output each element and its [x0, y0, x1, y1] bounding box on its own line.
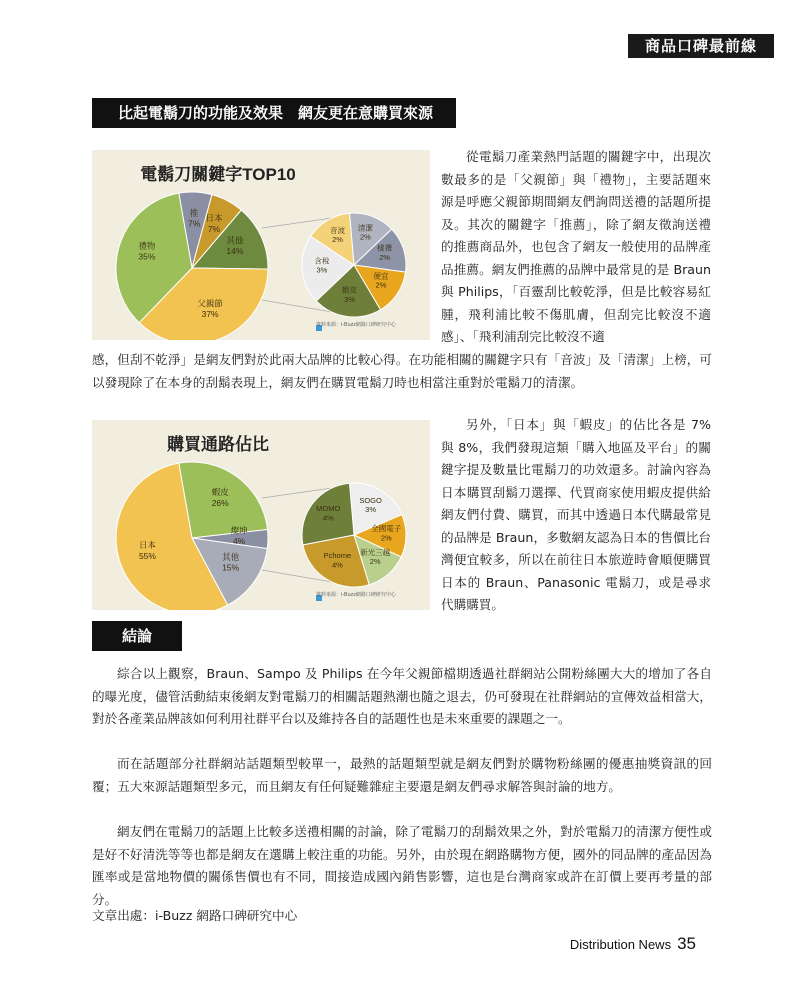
paragraph-keywords-continued: 感，但刮不乾淨」是網友們對於此兩大品牌的比較心得。在功能相關的關鍵字只有「音波」及「清潔」上榜，可以發現除了在本身的刮鬍表現上，網友們在購買電鬍刀時也相當注重對於電鬍刀的清潔。: [92, 352, 712, 390]
detail-pie-label: 音波 2%: [330, 225, 346, 245]
chart-credit: 資料來源：i-Buzz網路口碑研究中心: [316, 592, 396, 598]
section-tag: 商品口碑最前線: [628, 34, 774, 58]
publication-name: Distribution News: [569, 937, 672, 952]
main-pie-label: 日本 55%: [138, 540, 156, 561]
detail-pie-label: 全國電子 2%: [371, 524, 402, 543]
detail-pie-label: MOMO 4%: [316, 504, 341, 523]
paragraph-conclusion-3: 網友們在電鬍刀的話題上比較多送禮相關的討論，除了電鬍刀的刮鬍效果之外，對於電鬍刀的清潔方便性或是好不好清洗等等也都是網友在選購上較注重的功能。另外，由於現在網路購物方便，國外的同品牌的產品因為匯率或是當地物價的關係售價也有不同，間接造成國內銷售影響，這也是台灣商家或許在訂價上要再考量的部分。: [92, 824, 712, 907]
chart-title: 電鬍刀關鍵字TOP10: [140, 165, 296, 184]
page-number: 35: [677, 934, 696, 953]
main-pie-label: 推 7%: [187, 207, 201, 229]
main-pie-label: 日本 7%: [205, 213, 223, 234]
detail-pie-label: 便宜 2%: [373, 271, 389, 290]
paragraph-conclusion-2: 而在話題部分社群網站話題類型較單一，最熱的話題類型就是網友們對於購物粉絲團的優惠抽獎資訊的回覆；五大來源話題類型多元，而且網友有任何疑難雜症主要還是網友們尋求解答與討論的地方。: [92, 756, 712, 794]
paragraph-keywords: 從電鬍刀產業熱門話題的關鍵字中，出現次數最多的是「父親節」與「禮物」，主要話題來源是呼應父親節期間網友們詢問送禮的話題所提及。其次的關鍵字「推薦」，除了網友徵詢送禮的推薦商品外，也包含了網友一般使用的品牌產品推薦。網友們推薦的品牌中最常見的是 Braun 與 Philips，「百靈刮比較乾淨，但是比較容易紅腫，飛利浦比較不傷肌膚，但刮完比較沒不適感」、「飛利浦刮完比較沒不適: [441, 149, 711, 344]
detail-pie-label: SOGO 3%: [359, 495, 382, 515]
page-footer: [570, 934, 696, 954]
detail-pie-label: 新光三越 2%: [360, 547, 391, 567]
main-pie-label: 父親節 37%: [197, 298, 223, 320]
chart-credit: 資料來源：i-Buzz網路口碑研究中心: [316, 322, 396, 328]
chart-title: 購買通路佔比: [167, 435, 269, 454]
keyword-pie-chart: [92, 150, 430, 340]
article-source: 文章出處：i-Buzz 網路口碑研究中心: [92, 908, 298, 923]
paragraph-conclusion-1: 綜合以上觀察，Braun、Sampo 及 Philips 在今年父親節檔期透過社群網站公開粉絲團大大的增加了各自的曝光度，儘管活動結束後網友對電鬍刀的相關話題熱潮也隨之退去，仍可發現在社群網站的宣傳效益相當大，對於各產業品牌該如何利用社群平台以及維持各自的話題性也是未來重要的課題之一。: [92, 666, 712, 726]
detail-pie-label: 蝦皮 3%: [342, 285, 358, 304]
keyword-chart: [92, 150, 430, 340]
detail-pie-label: 清潔 2%: [357, 223, 373, 242]
main-pie-label: 其他 14%: [226, 235, 244, 257]
channel-pie-chart: [92, 420, 430, 610]
section-heading: 比起電鬍刀的功能及效果 網友更在意購買來源: [92, 98, 456, 128]
detail-pie-label: Pchome 4%: [323, 551, 352, 570]
main-pie-label: 蝦皮 26%: [211, 487, 229, 508]
detail-pie-label: 含稅 3%: [314, 256, 330, 275]
channel-chart: [92, 420, 430, 610]
detail-pie-label: 樣禮 2%: [377, 243, 393, 262]
main-pie-label: 禮物 35%: [138, 241, 156, 262]
main-pie-label: 燦坤 4%: [230, 525, 248, 547]
main-pie-label: 其他 15%: [222, 551, 240, 573]
paragraph-channels: 另外，「日本」與「蝦皮」的佔比各是 7% 與 8%，我們發現這類「購入地區及平台」的關鍵字提及數量比電鬍刀的功效還多。討論內容為日本購買刮鬍刀選擇、代買商家使用蝦皮提供給網友們付費、購買，而其中透過日本代購最常見的品牌是 Braun，多數網友認為日本的售價比台灣便宜較多，所以在前往日本旅遊時會順便購買日本的 Braun、Panasonic 電鬍刀，或是尋求代購購買。: [441, 417, 711, 612]
conclusion-heading: 結論: [92, 621, 182, 651]
